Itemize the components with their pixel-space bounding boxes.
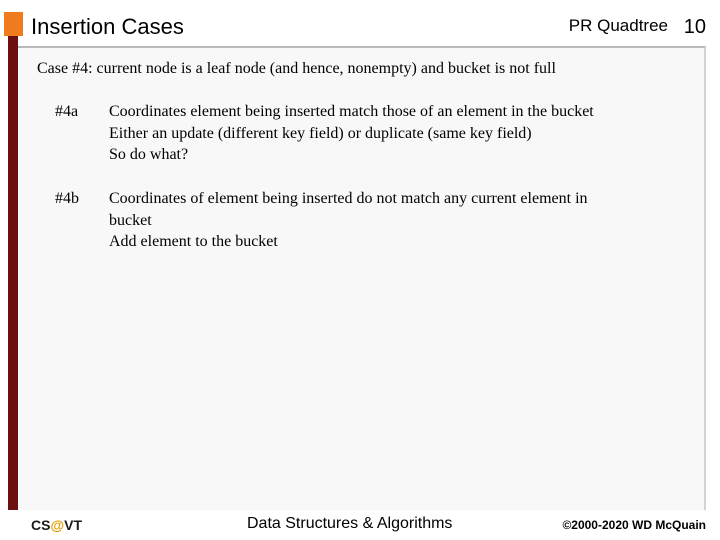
footer-course [31, 517, 82, 533]
slide-title: Insertion Cases [31, 14, 184, 39]
footer-course-prefix: CS [31, 517, 51, 533]
case-description [109, 188, 679, 253]
page-number: 10 [683, 16, 706, 38]
footer-at-sign: @ [50, 517, 65, 533]
footer-course-suffix: VT [64, 517, 82, 533]
case-line: bucket [109, 211, 152, 229]
case-line: So do what? [109, 146, 189, 163]
case-line: Coordinates of element being inserted do not match any current element in [109, 190, 588, 207]
case-label: #4a [55, 103, 79, 120]
case-line: Either an update (different key field) or duplicate (same key field) [109, 124, 532, 142]
case-label: #4b [55, 190, 79, 207]
footer-copyright: ©2000-2020 WD McQuain [562, 518, 706, 532]
case-line: Add element to the bucket [109, 233, 278, 250]
case-line: Coordinates element being inserted match those of an element in the bucket [109, 103, 594, 120]
slide-subject: PR Quadtree [568, 16, 668, 35]
case-description [109, 101, 679, 166]
footer-course-title: Data Structures & Algorithms [247, 515, 453, 532]
title-accent-square [4, 12, 23, 36]
case-heading: Case #4: current node is a leaf node (and hence, nonempty) and bucket is not full [37, 60, 556, 77]
left-accent-bar [8, 36, 18, 510]
